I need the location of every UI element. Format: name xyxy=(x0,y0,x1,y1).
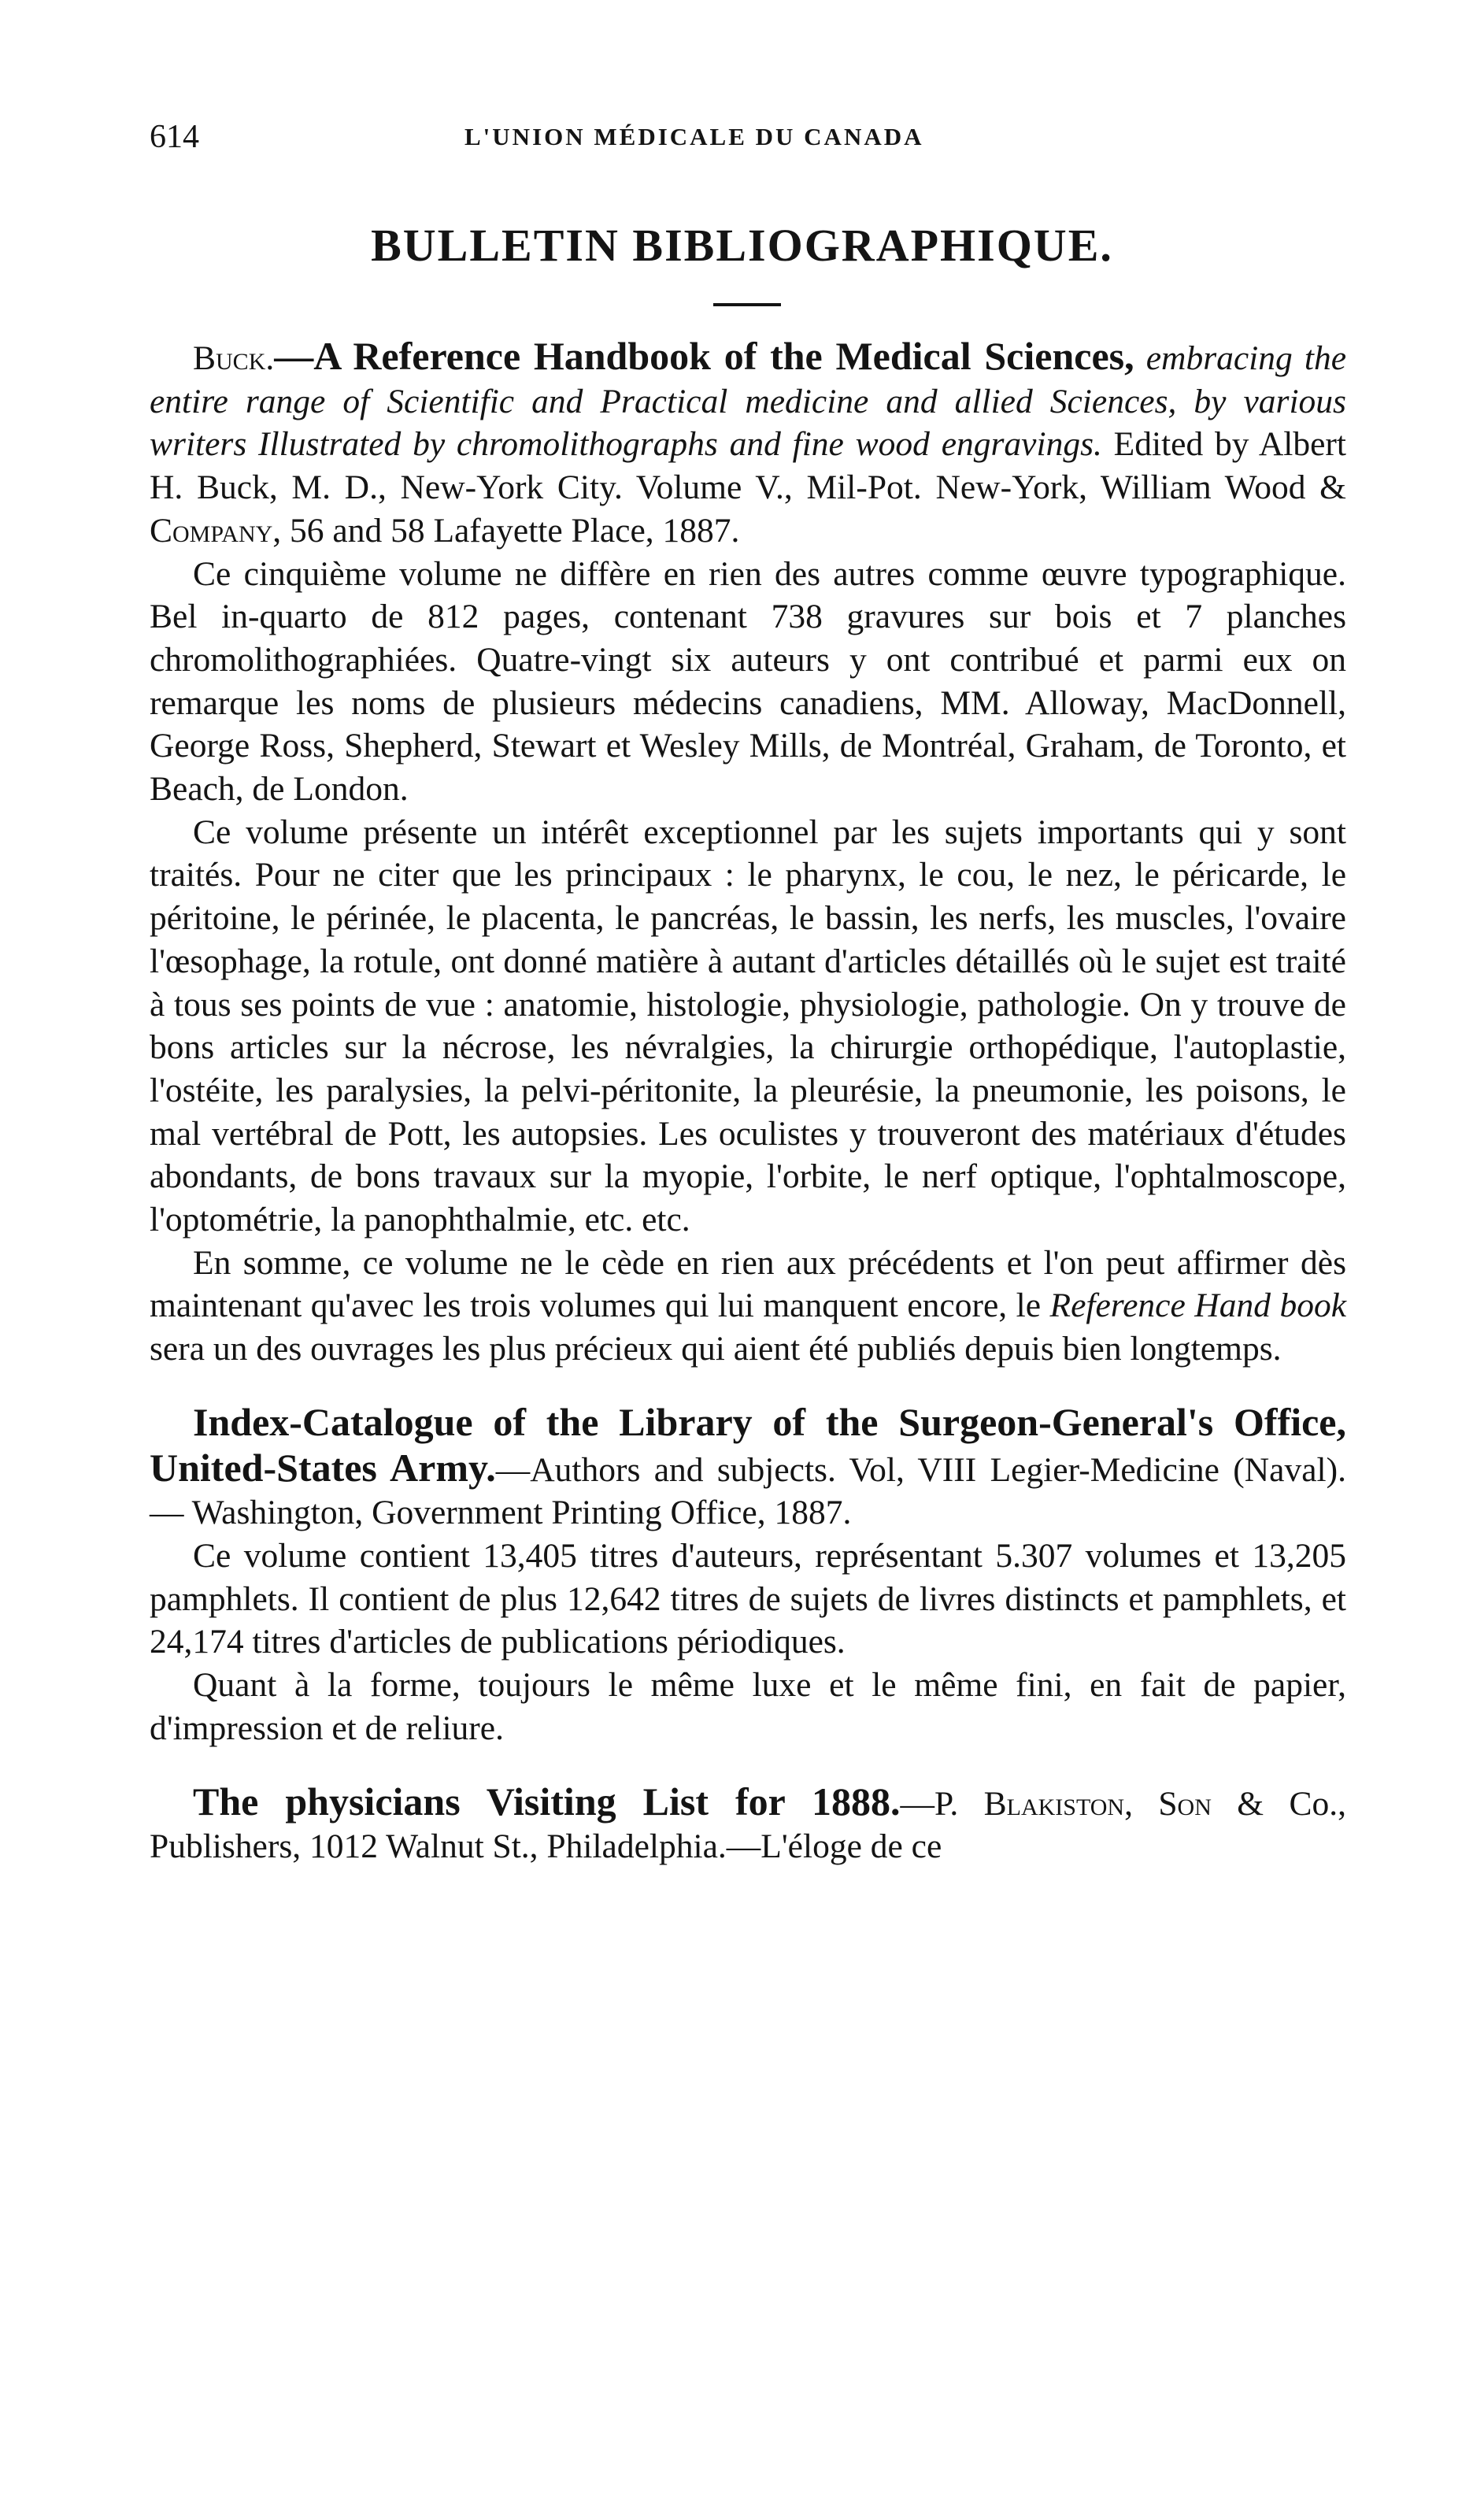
entry-paragraph: Quant à la forme, toujours le même luxe et le même fini, en fait de papier, d'impression et de reliure. xyxy=(150,1666,1346,1747)
entry-citation xyxy=(150,1401,1346,1535)
title-rule xyxy=(713,303,781,306)
entry-subtitle: embracing the entire range of Scientific and Practical medicine and allied Sciences, by various writers Illustrated by chromolithographs and fine wood engravings. xyxy=(150,339,1347,464)
entry-visiting-list xyxy=(150,1780,1346,1868)
section-title: BULLETIN BIBLIOGRAPHIQUE. xyxy=(371,220,1113,271)
entry-paragraph: Ce volume contient 13,405 titres d'auteurs, représentant 5.307 volumes et 13,205 pamphlets. Il contient de plus 12,642 titres de sujets de livres distincts et pamphlets, et 24,174 titres d'articles de publications périodiques. xyxy=(150,1536,1346,1661)
entry-publication: —P. xyxy=(900,1784,959,1823)
closing-text: sera un des ouvrages les plus précieux qui aient été publiés depuis bien longtemps. xyxy=(150,1330,1282,1368)
entry-author: Buck. xyxy=(193,339,275,377)
page-body xyxy=(150,335,1346,1868)
entry-paragraph: Ce cinquième volume ne diffère en rien des autres comme œuvre typographique. Bel in-quarto de 812 pages, contenant 738 gravures sur bois et 7 planches chromolithographiées. Quatre-vingt six auteurs y ont contribué et parmi eux on remarque les noms de plusieurs médecins canadiens, MM. Alloway, MacDonnell, George Ross, Shepherd, Stewart et Wesley Mills, de Montréal, Graham, de Toronto, et Beach, de London. xyxy=(150,554,1346,809)
entry-closing-paragraph xyxy=(150,1242,1346,1371)
closing-cited-title: Reference Hand book xyxy=(1049,1287,1347,1325)
entry-publication-address: & Co., Publishers, 1012 Walnut St., Philadelphia.—L'éloge de ce xyxy=(150,1784,1346,1866)
entry-title: Index-Catalogue of the Library of the Surgeon-General's Office, United-States Army. xyxy=(150,1399,1346,1490)
page-header xyxy=(150,118,1338,165)
entry-index-catalogue xyxy=(150,1401,1346,1750)
entry-paragraph: Ce volume présente un intérêt exceptionnel par les sujets importants qui y sont traités. Pour ne citer que les principaux : le pharynx, le cou, le nez, le péricarde, le péritoine, le périnée, le placenta, le pancréas, le bassin, les nerfs, les muscles, l'ovaire l'œsophage, la rotule, ont donné matière à autant d'articles détaillés où le sujet est traité à tous ses points de vue : anatomie, histologie, physiologie, pathologie. On y trouve de bons articles sur la nécrose, les névralgies, la chirurgie orthopédique, l'autoplastie, l'ostéite, les paralysies, la pelvi-péritonite, la pleurésie, la pneumonie, les poisons, le mal vertébral de Pott, les autopsies. Les oculistes y trouveront des matériaux d'études abondants, de bons travaux sur la myopie, l'orbite, le nerf optique, l'ophtalmoscope, l'optométrie, la panophthalmie, etc. etc. xyxy=(150,813,1346,1239)
entry-title: The physicians Visiting List for 1888. xyxy=(193,1779,901,1824)
closing-text: En somme, ce volume ne le cède en rien aux précédents et l'on peut affirmer dès maintenant qu'avec les trois volumes qui lui manquent encore, le xyxy=(150,1243,1346,1325)
entry-buck-handbook xyxy=(150,335,1346,1371)
entry-citation xyxy=(150,335,1346,553)
entry-publisher: Blakiston, Son xyxy=(983,1784,1212,1823)
page-number: 614 xyxy=(150,119,199,155)
entry-title: —A Reference Handbook of the Medical Sciences, xyxy=(274,334,1134,378)
entry-publication: Edited by Albert H. Buck, M. D., New-York City. Volume V., Mil-Pot. New-York, William Wood xyxy=(150,425,1346,507)
running-title: L'UNION MÉDICALE DU CANADA xyxy=(464,123,924,150)
entry-publication: —Authors and subjects. Vol, VIII Legier-Medicine (Naval). — Washington, Government Printing Office, 1887. xyxy=(150,1450,1346,1532)
entry-publisher: & Company, xyxy=(150,468,1346,550)
entry-publication-address: 56 and 58 Lafayette Place, 1887. xyxy=(290,511,740,550)
entry-citation xyxy=(150,1780,1346,1868)
